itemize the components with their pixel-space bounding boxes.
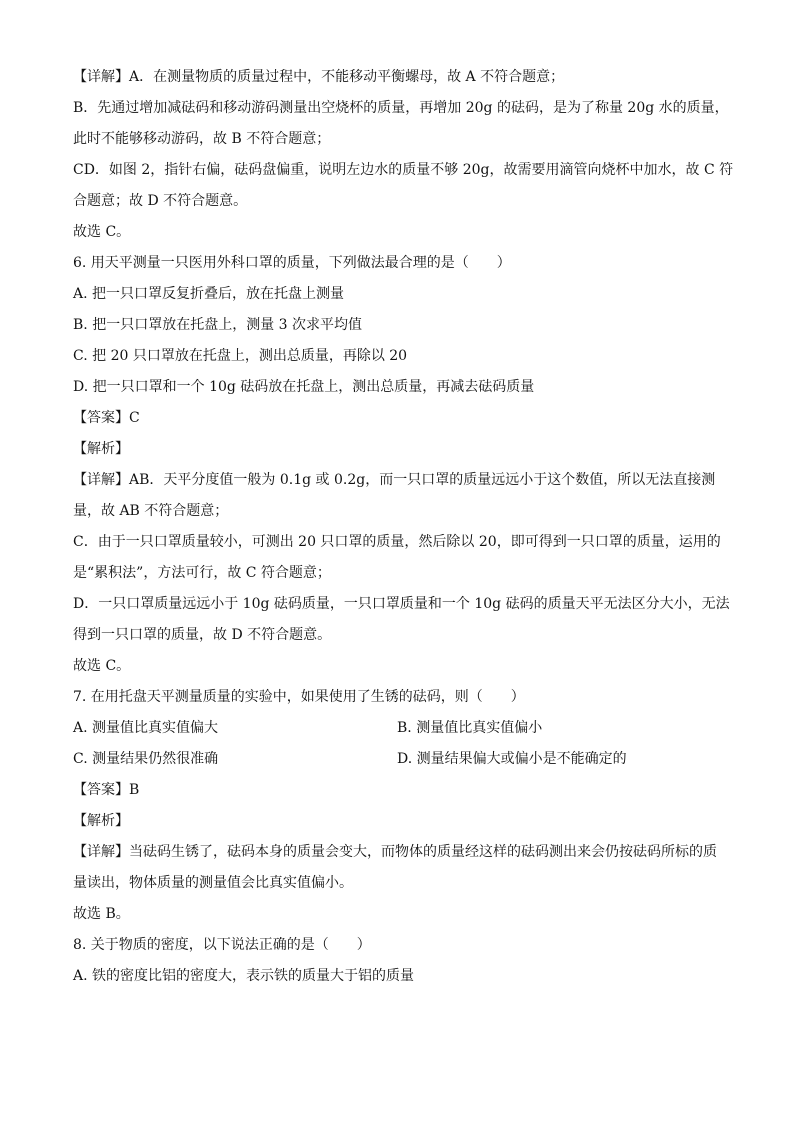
- q7-option-d: D. 测量结果偏大或偏小是不能确定的: [397, 751, 627, 767]
- q6-answer: C: [129, 410, 140, 426]
- q5-detail-a: A．在测量物质的质量过程中，不能移动平衡螺母，故 A 不符合题意；: [129, 69, 565, 85]
- q6-detail-d1: D．一只口罩质量远远小于 10g 砝码质量，一只口罩质量和一个 10g 砝码的质量天平无法区分大小，无法: [73, 596, 730, 612]
- q6-answer-line: [73, 403, 724, 434]
- q6-detail-c2: 是“累积法”，方法可行，故 C 符合题意；: [73, 565, 331, 581]
- q7-option-c: C. 测量结果仍然很准确: [73, 751, 219, 767]
- answer-tag: 【答案】: [73, 782, 129, 798]
- q7-analysis-tag: [73, 806, 724, 837]
- q5-detail-b2: 此时不能够移动游码，故 B 不符合题意；: [73, 131, 331, 147]
- q6-stem: 6. 用天平测量一只医用外科口罩的质量，下列做法最合理的是（ ）: [73, 255, 511, 271]
- q7-options-row-2: [73, 744, 724, 775]
- q6-detail-ab2: 量，故 AB 不符合题意；: [73, 503, 229, 519]
- q7-options-row-1: [73, 713, 724, 744]
- q6-conclusion: 故选 C。: [73, 658, 131, 674]
- q6-option-d: D. 把一只口罩和一个 10g 砝码放在托盘上，测出总质量，再减去砝码质量: [73, 379, 535, 395]
- q7-conclusion: 故选 B。: [73, 906, 130, 922]
- analysis-tag: 【解析】: [73, 813, 129, 829]
- q6-detail-ab1-line: [73, 465, 724, 496]
- q7-answer: B: [129, 782, 140, 798]
- detail-tag: 【详解】: [73, 844, 129, 860]
- q7-option-b: B. 测量值比真实值偏小: [397, 720, 543, 736]
- q6-detail-c1: C．由于一只口罩质量较小，可测出 20 只口罩的质量，然后除以 20，即可得到一只口罩的质量，运用的: [73, 534, 721, 550]
- q7-stem: 7. 在用托盘天平测量质量的实验中，如果使用了生锈的砝码，则（ ）: [73, 689, 525, 705]
- q6-detail-d2: 得到一只口罩的质量，故 D 不符合题意。: [73, 627, 332, 643]
- analysis-tag: 【解析】: [73, 441, 129, 457]
- q7-detail-1-line: [73, 837, 724, 868]
- q8-option-a: A. 铁的密度比铝的密度大，表示铁的质量大于铝的质量: [73, 968, 415, 984]
- q6-option-a: A. 把一只口罩反复折叠后，放在托盘上测量: [73, 286, 345, 302]
- detail-tag: 【详解】: [73, 69, 129, 85]
- q7-option-a: A. 测量值比真实值偏大: [73, 720, 219, 736]
- q5-detail-cd1: CD．如图 2，指针右偏，砝码盘偏重，说明左边水的质量不够 20g，故需要用滴管向烧杯中加水，故 C 符: [73, 162, 734, 178]
- q6-analysis-tag: [73, 434, 724, 465]
- q7-detail-1: 当砝码生锈了，砝码本身的质量会变大，而物体的质量经这样的砝码测出来会仍按砝码所标的质: [129, 844, 717, 860]
- detail-tag: 【详解】: [73, 472, 129, 488]
- q5-conclusion: 故选 C。: [73, 224, 131, 240]
- answer-tag: 【答案】: [73, 410, 129, 426]
- q6-detail-ab1: AB．天平分度值一般为 0.1g 或 0.2g，而一只口罩的质量远远小于这个数值，所以无法直接测: [129, 472, 716, 488]
- q6-option-b: B. 把一只口罩放在托盘上，测量 3 次求平均值: [73, 317, 362, 333]
- q5-detail-a-line: [73, 62, 724, 93]
- q7-answer-line: [73, 775, 724, 806]
- q8-stem: 8. 关于物质的密度，以下说法正确的是（ ）: [73, 937, 371, 953]
- q6-option-c: C. 把 20 只口罩放在托盘上，测出总质量，再除以 20: [73, 348, 408, 364]
- q5-detail-cd2: 合题意；故 D 不符合题意。: [73, 193, 248, 209]
- q7-detail-2: 量读出，物体质量的测量值会比真实值偏小。: [73, 875, 353, 891]
- q5-detail-b1: B．先通过增加减砝码和移动游码测量出空烧杯的质量，再增加 20g 的砝码，是为了称量 20g 水的质量，: [73, 100, 729, 116]
